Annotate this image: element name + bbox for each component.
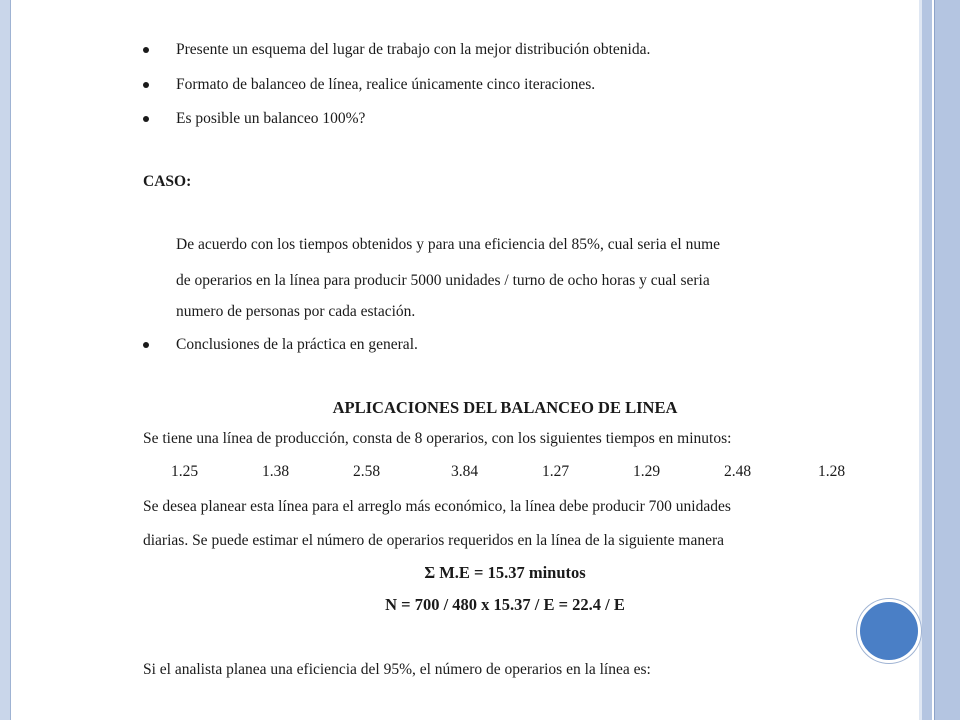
list-item-text: Presente un esquema del lugar de trabajo con la mejor distribución obtenida. [176, 41, 651, 58]
time-value: 1.27 [542, 463, 570, 480]
time-value: 2.58 [353, 463, 381, 480]
list-item-text: Formato de balanceo de línea, realice únicamente cinco iteraciones. [176, 76, 596, 93]
closing-line: Si el analista planea una eficiencia del 95%, el número de operarios en la línea es: [143, 661, 651, 678]
bullet-icon [143, 342, 149, 348]
bullet-icon [143, 82, 149, 88]
body-line: diarias. Se puede estimar el número de operarios requeridos en la línea de la siguiente manera [143, 532, 725, 549]
intro-line: Se tiene una línea de producción, consta de 8 operarios, con los siguientes tiempos en minutos: [143, 430, 732, 447]
time-value: 2.48 [724, 463, 752, 480]
decorative-circle [857, 599, 921, 663]
caso-heading: CASO: [143, 173, 192, 190]
list-item-text: Es posible un balanceo 100%? [176, 110, 366, 127]
time-value: 1.38 [262, 463, 290, 480]
time-value: 1.25 [171, 463, 199, 480]
section-title: APLICACIONES DEL BALANCEO DE LINEA [332, 398, 678, 417]
time-value: 3.84 [451, 463, 479, 480]
times-row [0, 463, 919, 483]
bullet-icon [143, 116, 149, 122]
bullet-icon [143, 47, 149, 53]
list-item-text: Conclusiones de la práctica en general. [176, 336, 418, 353]
slide-frame-right [922, 0, 960, 720]
body-line: Se desea planear esta línea para el arreglo más económico, la línea debe producir 700 unidades [143, 498, 731, 515]
slide-frame-right-divider [934, 0, 935, 720]
caso-line: numero de personas por cada estación. [176, 303, 416, 320]
caso-line: De acuerdo con los tiempos obtenidos y para una eficiencia del 85%, cual seria el nume [176, 236, 721, 253]
time-value: 1.29 [633, 463, 661, 480]
formula-sum: Σ M.E = 15.37 minutos [424, 563, 586, 582]
caso-line: de operarios en la línea para producir 5000 unidades / turno de ocho horas y cual seria [176, 272, 710, 289]
formula-operators: N = 700 / 480 x 15.37 / E = 22.4 / E [385, 595, 625, 614]
time-value: 1.28 [818, 463, 846, 480]
